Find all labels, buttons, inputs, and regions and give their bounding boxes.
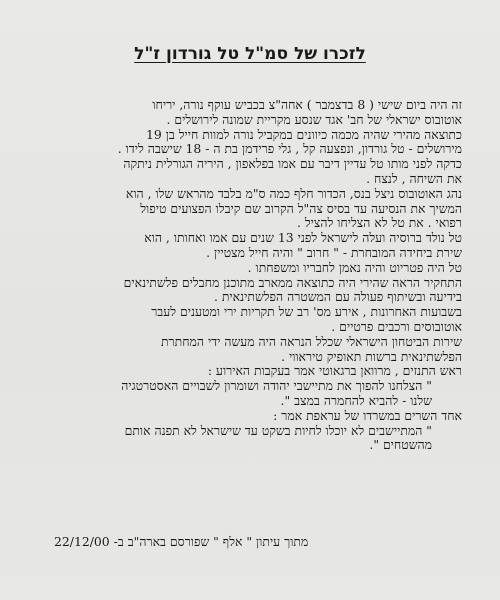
document-title: לזכרו של סמ"ל טל גורדון ז"ל bbox=[134, 44, 366, 64]
quote-line: " הצלחנו להפוך את מתיישבי יהודה ושומרון לשבויים האסטרטגיה bbox=[121, 378, 432, 394]
document-body bbox=[38, 98, 462, 453]
body-line: אחד השרים במשרדו של עראפת אמר : bbox=[273, 407, 462, 423]
source-footer: מתוך עיתון " אלף " שפורסם בארה"ב ב- 22/12/00 bbox=[54, 534, 309, 549]
quote-line: " המתיישבים לא יוכלו לחיות בשקט עד שישראל לא תפנה אותם bbox=[124, 422, 432, 438]
body-line: ראש התנזים , מרוואן ברגאוטי אמר בעקבות האירוע : bbox=[207, 363, 462, 379]
body-line: שירות הביטחון הישראלי שכלל הנראה היה מעשה ידי המחתרת bbox=[161, 333, 462, 349]
body-line: את השיחה , לנצח . bbox=[366, 170, 462, 186]
body-line: רפואי . את טל לא הצליחו להציל . bbox=[296, 215, 462, 231]
body-line: אוטובוס ישראלי של חב' אגד שנסע מקריית שמונה לירושלים . bbox=[166, 111, 462, 127]
body-line: המשיך את הנסיעה עד בסיס צה"ל הקרוב שם קיבלו הפצועים טיפול bbox=[140, 200, 462, 216]
body-line: טל נולד ברוסיה ועלה לישראל לפני 13 שנים עם אמו ואחותו , הוא bbox=[144, 230, 462, 246]
body-line: בשבועות האחרונות , אירע מס' רב של תקריות ירי ומטענים לעבר bbox=[151, 304, 462, 320]
body-line: בידיעה ובשיתוף פעולה עם המשטרה הפלשתינאית . bbox=[214, 289, 462, 305]
quote-line: שלנו - להביא להחמרה במצב ". bbox=[280, 392, 432, 408]
body-line: הפלשתינאית ברשות תאופיק טיראווי . bbox=[281, 348, 462, 364]
body-line: נהג האוטובוס ניצל בנס, הכדור חלף כמה ס"מ בלבד מהראש שלו , הוא bbox=[125, 185, 462, 201]
quote-line: מהשטחים ". bbox=[369, 437, 432, 453]
body-line: זה היה ביום שישי ( 8 בדצמבר ) אחה"צ בכביש עוקף נורה, יריחו bbox=[152, 97, 462, 112]
body-line: כדקה לפני מותו טל עדיין דיבר עם אמו בפלאפון , היריה הגורלית ניתקה bbox=[123, 156, 462, 172]
body-line: כתוצאה מהירי שהיה מכמה כיוונים במקביל נורה למוות חייל בן 19 bbox=[145, 126, 462, 142]
body-line: התחקיר הראה שהירי היה כתוצאה ממארב מתוכנן מחבלים פלשתינאים bbox=[123, 274, 462, 290]
body-line: אוטובוסים ורכבים פרטיים . bbox=[331, 318, 462, 334]
body-line: מירושלים - טל גורדון, ונפצעה קל , גלי פרידמן בת ה - 18 שישבה לידו . bbox=[117, 141, 462, 157]
body-line: שירת ביחידה המובחרת - " חרוב " והיה חייל מצטיין . bbox=[206, 244, 462, 260]
body-line: טל היה פטריוט והיה נאמן לחבריו ומשפחתו . bbox=[247, 259, 462, 275]
